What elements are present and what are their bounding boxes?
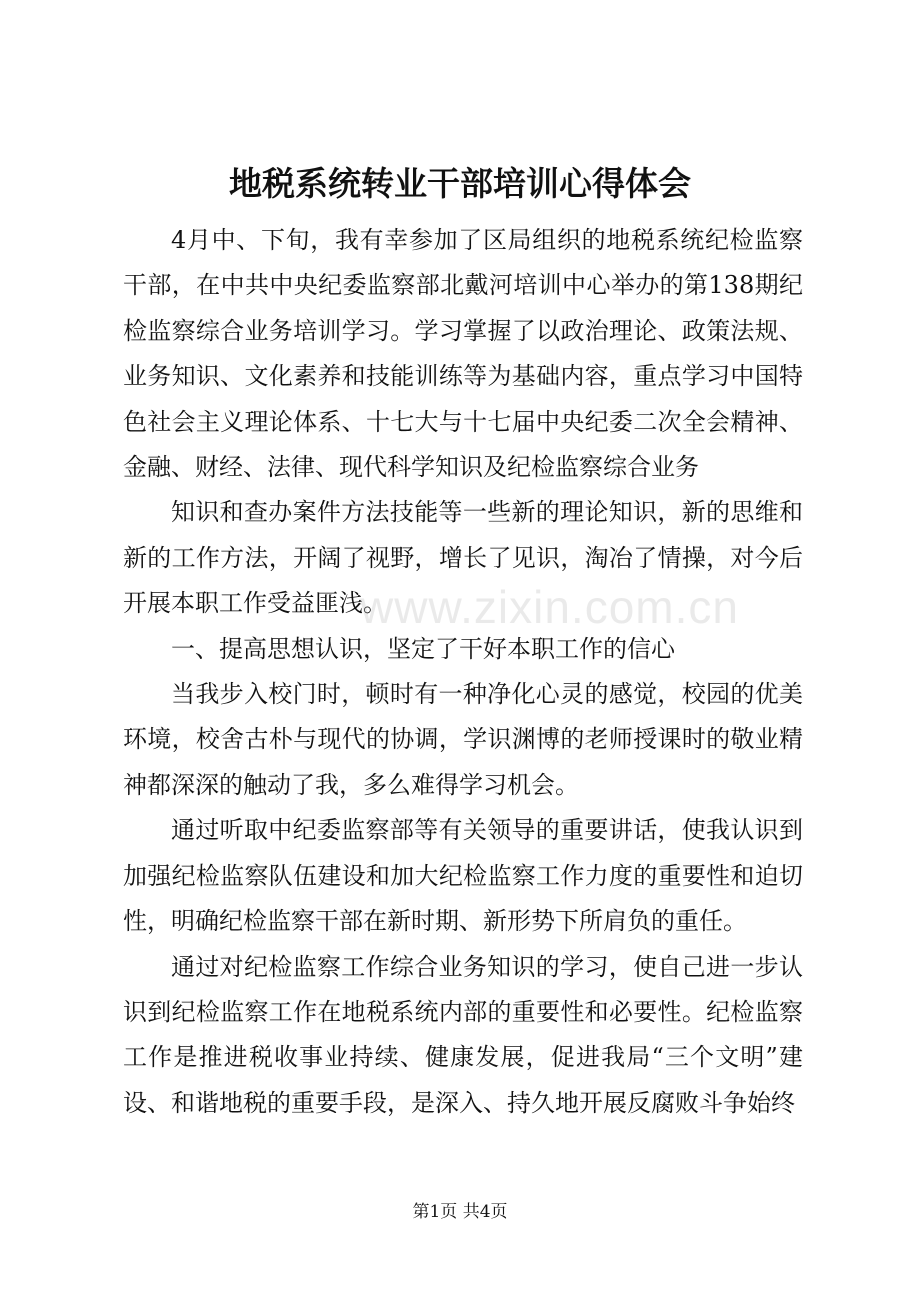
paragraph-1: 4月中、下旬，我有幸参加了区局组织的地税系统纪检监察干部，在中共中央纪委监察部北戴河培训中心举办的第138期纪检监察综合业务培训学习。学习掌握了以政治理论、政策法规、业务知识、文化素养和技能训练等为基础内容，重点学习中国特色社会主义理论体系、十七大与十七届中央纪委二次全会精神、金融、财经、法律、现代科学知识及纪检监察综合业务	[123, 226, 803, 482]
paragraph-2: 知识和查办案件方法技能等一些新的理论知识，新的思维和新的工作方法，开阔了视野，增长了见识，淘冶了情操，对今后开展本职工作受益匪浅。	[123, 498, 803, 618]
page-footer: 第1页 共4页	[412, 1202, 508, 1222]
section-heading-1: 一、提高思想认识，坚定了干好本职工作的信心	[171, 634, 675, 663]
paragraph-3: 当我步入校门时，顿时有一种净化心灵的感觉，校园的优美环境，校舍古朴与现代的协调，学识渊博的老师授课时的敬业精神都深深的触动了我，多么难得学习机会。	[123, 680, 803, 799]
document-body	[123, 218, 803, 1126]
paragraph-5: 通过对纪检监察工作综合业务知识的学习，使自己进一步认识到纪检监察工作在地税系统内部的重要性和必要性。纪检监察工作是推进税收事业持续、健康发展，促进我局“三个文明”建设、和谐地税的重要手段，是深入、持久地开展反腐败斗争始终	[123, 952, 803, 1117]
watermark: www.zixin.com.cn	[360, 581, 739, 633]
paragraph-4: 通过听取中纪委监察部等有关领导的重要讲话，使我认识到加强纪检监察队伍建设和加大纪检监察工作力度的重要性和迫切性，明确纪检监察干部在新时期、新形势下所肩负的重任。	[123, 816, 803, 936]
document-title: 地税系统转业干部培训心得体会	[229, 164, 691, 203]
